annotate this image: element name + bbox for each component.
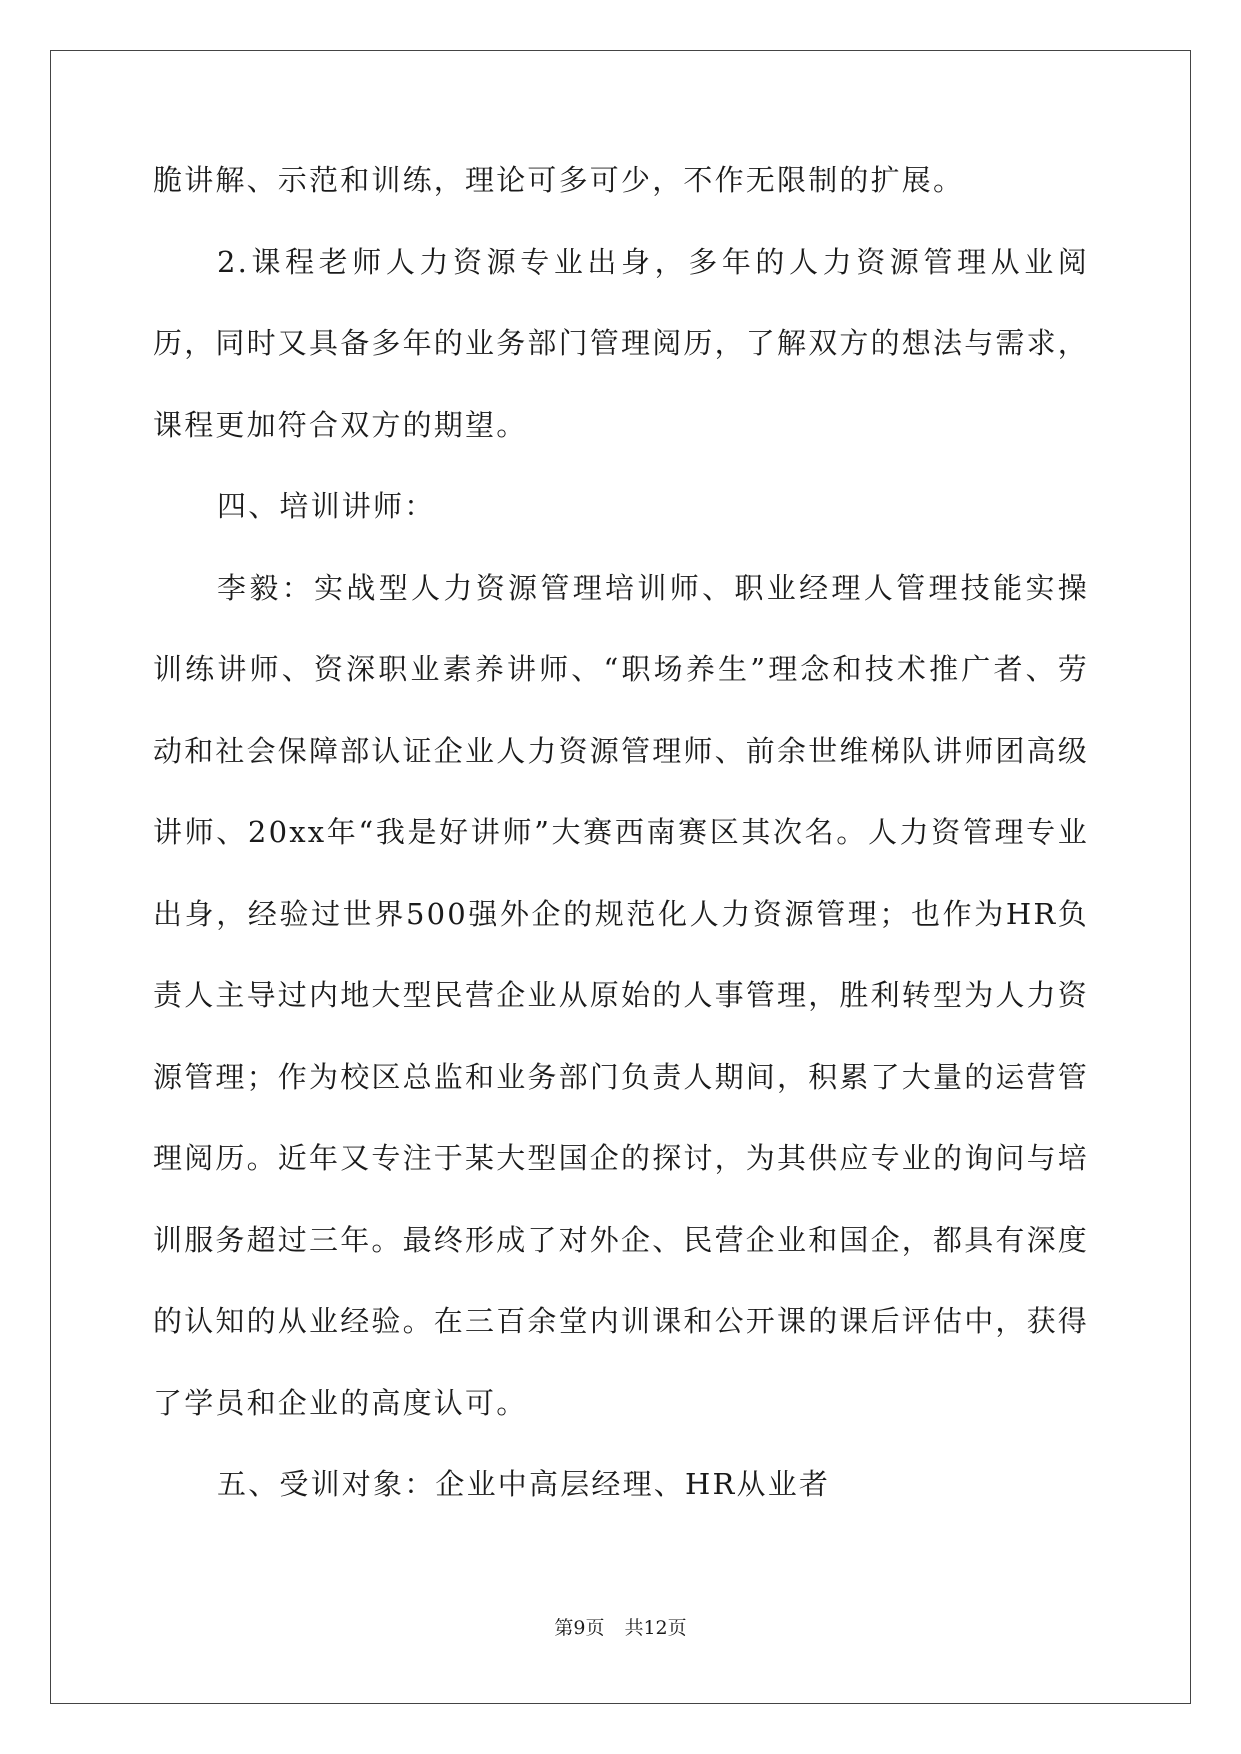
paragraph-course-teacher: 2.课程老师人力资源专业出身，多年的人力资源管理从业阅历，同时又具备多年的业务部门管理阅历，了解双方的想法与需求，课程更加符合双方的期望。 — [153, 244, 1090, 442]
page-total: 共12页 — [624, 1617, 687, 1639]
document-body — [153, 160, 1089, 1526]
page-number: 第9页 — [554, 1617, 605, 1639]
paragraph-continuation: 脆讲解、示范和训练，理论可多可少，不作无限制的扩展。 — [153, 163, 965, 197]
paragraph-trainer-bio: 李毅：实战型人力资源管理培训师、职业经理人管理技能实操训练讲师、资深职业素养讲师、“职场养生”理念和技术推广者、劳动和社会保障部认证企业人力资源管理师、前余世维梯队讲师团高级讲师、20xx年“我是好讲师”大赛西南赛区其次名。人力资管理专业出身，经验过世界500强外企的规范化人力资源管理；也作为HR负责人主导过内地大型民营企业从原始的人事管理，胜利转型为人力资源管理；作为校区总监和业务部门负责人期间，积累了大量的运营管理阅历。近年又专注于某大型国企的探讨，为其供应专业的询问与培训服务超过三年。最终形成了对外企、民营企业和国企，都具有深度的认知的从业经验。在三百余堂内训课和公开课的课后评估中，获得了学员和企业的高度认可。 — [153, 570, 1090, 1420]
section-heading-trainer: 四、培训讲师： — [217, 489, 436, 523]
section-heading-audience: 五、受训对象：企业中高层经理、HR从业者 — [217, 1467, 831, 1501]
page-footer — [0, 1613, 1241, 1640]
